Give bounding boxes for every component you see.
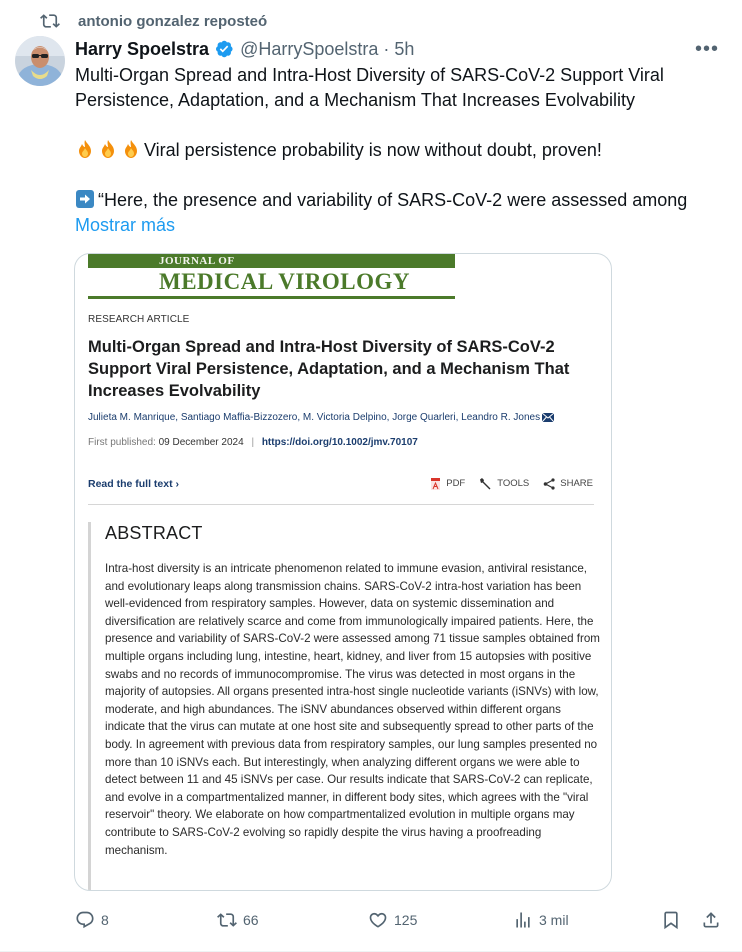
read-full-text-link: Read the full text ›: [88, 478, 180, 490]
right-arrow-emoji-icon: [75, 189, 95, 209]
pdf-label: PDF: [446, 478, 466, 489]
retweet-icon: [40, 11, 60, 31]
abstract-body: Intra-host diversity is an intricate phenomenon related to immune evasion, antiviral resistance, and evolutionary leaps along transmission chains. SARS-CoV-2 intra-host variation has been well-evidenced from respiratory samples. However, data on systemic dissemination and diversification are relatively scarce and come from immunologically impaired patients. Here, the presence and variability of SARS-CoV-2 were assessed among 71 tissue samples obtained from multiple organs including lung, intestine, heart, kidney, and liver from 15 autopsies with positive swabs and no records of immunocompromise. The virus was detected in most organs in the majority of autopsies. All organs presented intra-host single nucleotide variants (iSNVs) with low, moderate, and high abundances. The iSNV abundances observed within different organs indicate that the virus can mutate at one host site and subsequently spread to other parts of the body. In agreement with previous data from respiratory samples, our lung samples presented no more than 10 iSNVs each. But interestingly, when analyzing different organs we were able to detect between 11 and 45 iSNVs per case. Our results indicate that SARS-CoV-2 can replicate, and evolve in a compartmentalized manner, in different body sites, which agrees with the "viral reservoir" theory. We elaborate on how compartmentalized evolution in multiple organs may contribute to SARS-CoV-2 evolving so rapidly despite the virus having a proofreading mechanism.: [105, 562, 600, 857]
share-button[interactable]: [701, 905, 727, 935]
author-handle[interactable]: @HarrySpoelstra: [240, 38, 379, 59]
tweet-line-quote: [75, 188, 725, 213]
fire-emoji-icon: [121, 139, 141, 159]
verified-badge-icon[interactable]: [214, 39, 234, 59]
article-type: RESEARCH ARTICLE: [88, 314, 190, 325]
pdf-icon: [430, 478, 441, 490]
authors-text: Julieta M. Manrique, Santiago Maffia-Bizzozero, M. Victoria Delpino, Jorge Quarleri, Leandro R. Jones: [88, 412, 541, 423]
mail-icon: [542, 413, 554, 422]
share-icon: [543, 478, 555, 490]
share-tool: [543, 478, 593, 490]
abstract-heading: ABSTRACT: [105, 523, 203, 543]
tools-tool: [479, 477, 529, 490]
abstract-left-border: [88, 522, 91, 891]
tweet-line-claim: [75, 138, 725, 163]
pdf-tool: [430, 478, 465, 490]
views-count: 3 mil: [539, 912, 569, 928]
more-options-button[interactable]: [692, 36, 722, 62]
tweet-text: [75, 63, 725, 238]
share-upload-icon: [701, 910, 721, 930]
article-title: Multi-Organ Spread and Intra-Host Diversity of SARS-CoV-2 Support Viral Persistence, Adaptation, and a Mechanism That Increases Evolvability: [88, 338, 570, 400]
reply-count: 8: [101, 912, 109, 928]
pub-separator: |: [251, 437, 255, 448]
doi-link: https://doi.org/10.1002/jmv.70107: [261, 437, 418, 448]
reply-button[interactable]: [75, 905, 109, 935]
card-divider: [88, 504, 594, 505]
fire-emoji-icon: [75, 139, 95, 159]
tweet-header: [75, 36, 722, 62]
share-label: SHARE: [560, 478, 593, 489]
repost-user-text[interactable]: antonio gonzalez reposteó: [78, 12, 268, 30]
first-published-date: 09 December 2024: [158, 437, 244, 448]
wrench-icon: [479, 477, 492, 490]
like-count: 125: [394, 912, 418, 928]
reply-icon: [75, 910, 95, 930]
journal-name: MEDICAL VIROLOGY: [159, 269, 411, 294]
attached-article-image[interactable]: [74, 253, 612, 891]
views-button[interactable]: [513, 905, 569, 935]
article-tools: [416, 477, 593, 490]
views-icon: [513, 910, 533, 930]
separator-dot: ·: [383, 38, 390, 59]
repost-count: 66: [243, 912, 259, 928]
first-published-label: First published:: [88, 437, 156, 448]
repost-indicator: [40, 9, 267, 33]
show-more-link[interactable]: Mostrar más: [75, 215, 176, 235]
publication-info: [88, 437, 418, 448]
tweet-quote-text: “Here, the presence and variability of SARS-CoV-2 were assessed among: [98, 190, 688, 210]
more-icon: •••: [694, 37, 719, 60]
repost-button[interactable]: [217, 905, 259, 935]
journal-of-label: JOURNAL OF: [159, 255, 235, 267]
tweet-actions: [75, 905, 730, 935]
author-display-name[interactable]: Harry Spoelstra: [75, 38, 210, 59]
tools-label: TOOLS: [497, 478, 530, 489]
journal-banner-bar: [88, 254, 455, 268]
like-button[interactable]: [368, 905, 417, 935]
heart-icon: [368, 910, 388, 930]
article-authors: [88, 412, 554, 423]
bookmark-button[interactable]: [661, 905, 687, 935]
tweet-claim-text: Viral persistence probability is now without doubt, proven!: [144, 140, 602, 160]
bookmark-icon: [661, 910, 681, 930]
avatar-photo: [15, 36, 65, 86]
journal-underline: [88, 296, 455, 299]
post-time[interactable]: 5h: [394, 38, 415, 59]
fire-emoji-icon: [98, 139, 118, 159]
tweet-line-title: Multi-Organ Spread and Intra-Host Diversity of SARS-CoV-2 Support Viral Persistence, Adaptation, and a Mechanism That Increases Evolvability: [75, 65, 664, 110]
retweet-icon: [217, 910, 237, 930]
avatar[interactable]: [15, 36, 65, 86]
